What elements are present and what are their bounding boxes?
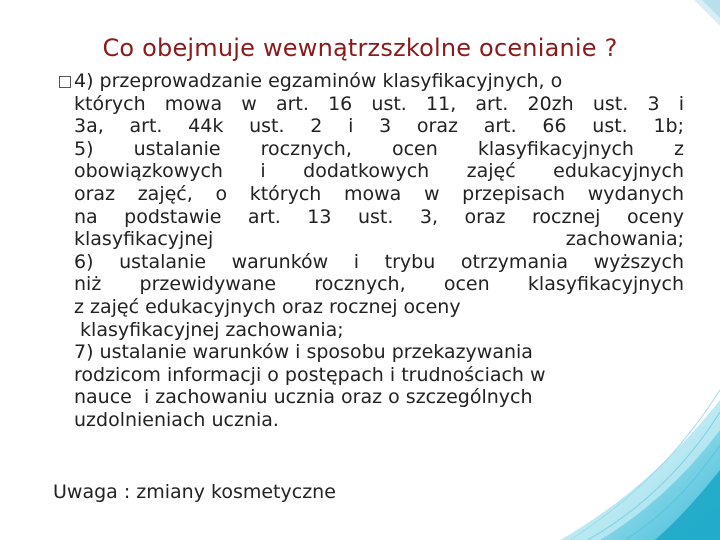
bullet-box-icon (59, 76, 71, 88)
wave-decoration-icon (560, 390, 720, 540)
body-text (74, 70, 684, 432)
body-line: 3a, art. 44k ust. 2 i 3 oraz art. 66 ust. 1b; (74, 115, 684, 138)
body-line: uzdolnieniach ucznia. (74, 408, 279, 431)
body-line: 7) ustalanie warunków i sposobu przekazywania (74, 341, 533, 364)
body-line: których mowa w art. 16 ust. 11, art. 20zh ust. 3 i (74, 92, 684, 115)
body-line: z zajęć edukacyjnych oraz rocznej oceny (74, 295, 461, 318)
body-line: na podstawie art. 13 ust. 3, oraz rocznej oceny (74, 205, 684, 228)
body-line: nauce i zachowaniu ucznia oraz o szczególnych (74, 386, 533, 409)
body-line: 4) przeprowadzanie egzaminów klasyfikacyjnych, o (74, 70, 563, 92)
body-line: 6) ustalanie warunków i trybu otrzymania wyższych (74, 250, 684, 273)
body-line: klasyfikacyjnej zachowania; (74, 318, 344, 341)
corner-decoration-icon (694, 0, 720, 26)
note-text: Uwaga : zmiany kosmetyczne (53, 481, 336, 503)
body-line: niż przewidywane rocznych, ocen klasyfikacyjnych (74, 273, 684, 296)
body-line: rodzicom informacji o postępach i trudnościach w (74, 363, 546, 386)
body-line: obowiązkowych i dodatkowych zajęć edukacyjnych (74, 160, 684, 183)
slide-title: Co obejmuje wewnątrzszkolne ocenianie ? (102, 34, 618, 62)
body-line: oraz zajęć, o których mowa w przepisach wydanych (74, 182, 684, 205)
body-line: klasyfikacyjnej zachowania; (74, 228, 684, 251)
body-line: 5) ustalanie rocznych, ocen klasyfikacyjnych z (74, 137, 684, 160)
